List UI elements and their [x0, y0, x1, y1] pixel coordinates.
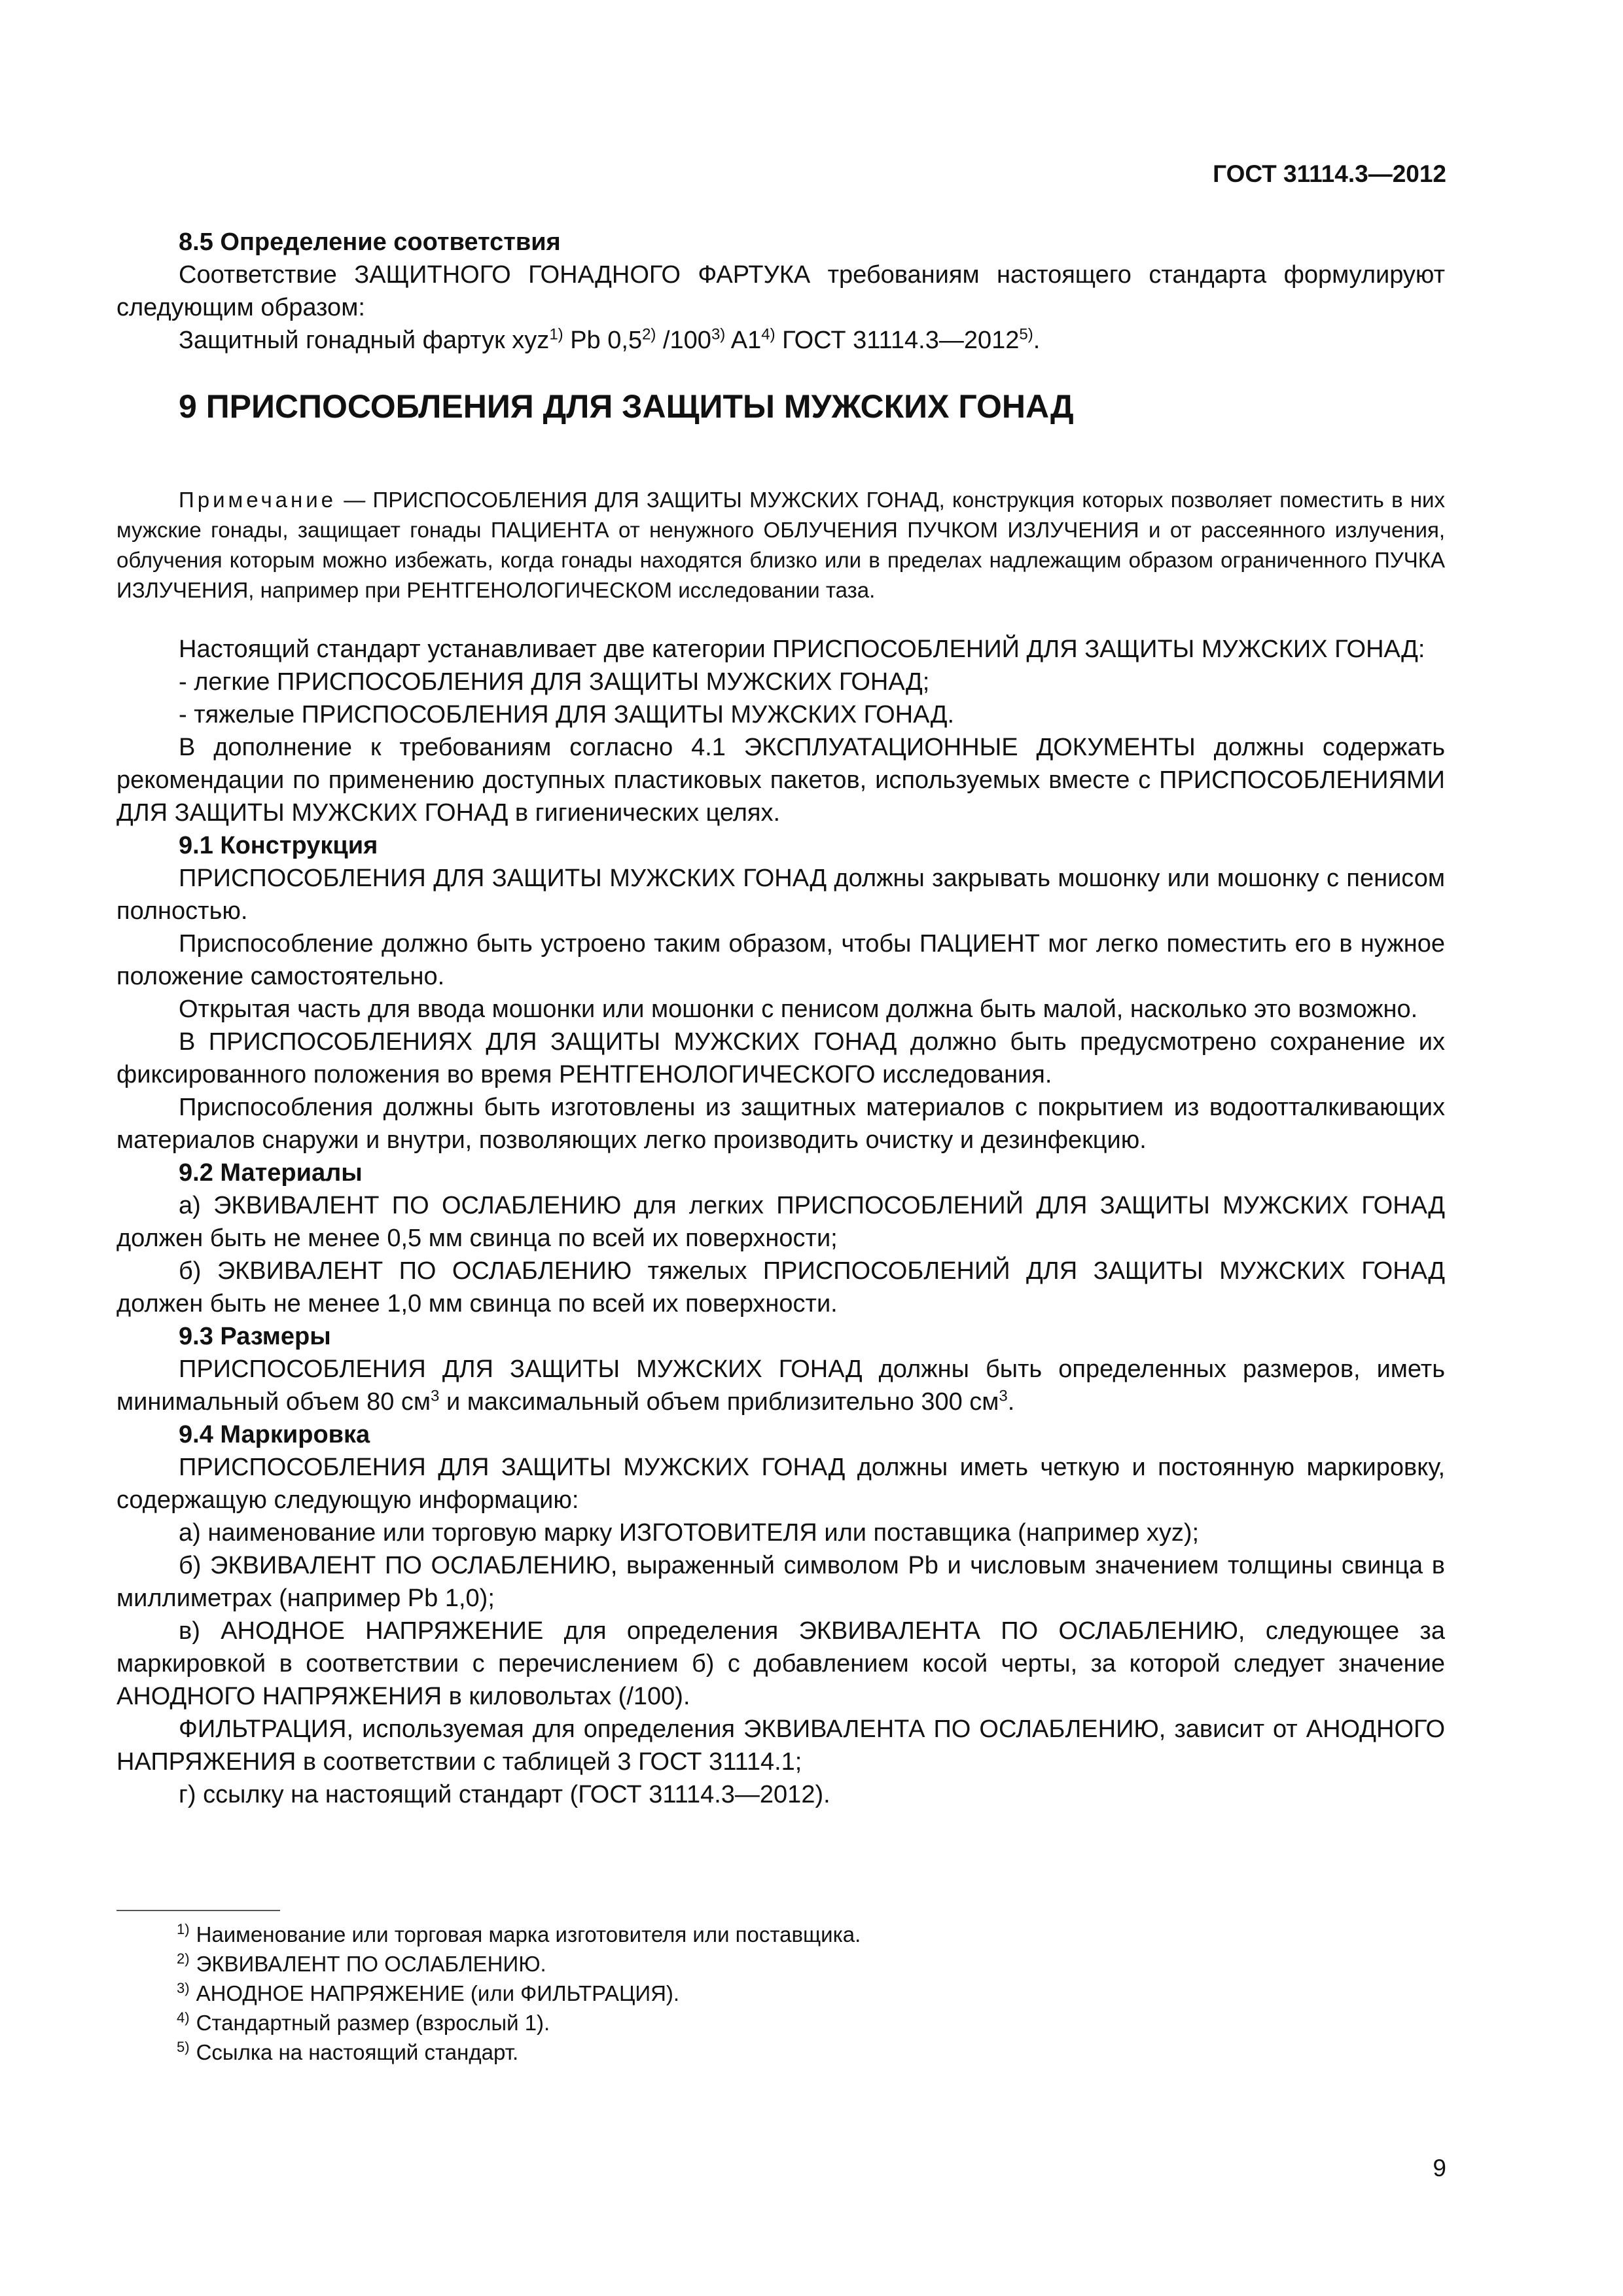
list-item: в) АНОДНОЕ НАПРЯЖЕНИЕ для определения ЭКВИВАЛЕНТА ПО ОСЛАБЛЕНИЮ, следующее за маркировкой в соответствии с перечислением б) с добавлением косой черты, за которой следует значение АНОДНОГО НАПРЯЖЕНИЯ в киловольтах (/100).	[116, 1617, 1445, 1710]
footnotes	[177, 1920, 1355, 2067]
section-9-1-title: 9.1 Конструкция	[179, 832, 378, 859]
paragraph: Приспособление должно быть устроено таким образом, чтобы ПАЦИЕНТ мог легко поместить его в нужное положение самостоятельно.	[116, 930, 1445, 990]
note-label: Примечание	[179, 488, 337, 512]
paragraph: ПРИСПОСОБЛЕНИЯ ДЛЯ ЗАЩИТЫ МУЖСКИХ ГОНАД должны быть определенных размеров, иметь минимальный объем 80 $см^3$ и максимальный объем приблизительно 300 $см^3$.	[116, 1355, 1445, 1416]
section-8-5-title: 8.5 Определение соответствия	[179, 228, 561, 256]
paragraph: В дополнение к требованиям согласно 4.1 ЭКСПЛУАТАЦИОННЫЕ ДОКУМЕНТЫ должны содержать рекомендации по применению доступных пластиковых пакетов, используемых вместе с ПРИСПОСОБЛЕНИЯМИ ДЛЯ ЗАЩИТЫ МУЖСКИХ ГОНАД в гигиенических целях.	[116, 734, 1445, 827]
list-item: б) ЭКВИВАЛЕНТ ПО ОСЛАБЛЕНИЮ, выраженный символом Pb и числовым значением толщины свинца в миллиметрах (например Pb 1,0);	[116, 1552, 1445, 1612]
list-item: г) ссылку на настоящий стандарт (ГОСТ 31114.3—2012).	[179, 1781, 830, 1808]
paragraph: Открытая часть для ввода мошонки или мошонки с пенисом должна быть малой, насколько это возможно.	[179, 996, 1418, 1023]
footnote: $^{3)}$ АНОДНОЕ НАПРЯЖЕНИЕ (или ФИЛЬТРАЦИЯ).	[177, 1980, 680, 2005]
standard-header: ГОСТ 31114.3—2012	[1213, 160, 1446, 187]
page-body	[116, 226, 1445, 1811]
section-9-2-title: 9.2 Материалы	[179, 1159, 363, 1187]
footnote: $^{2)}$ ЭКВИВАЛЕНТ ПО ОСЛАБЛЕНИЮ.	[177, 1950, 546, 1976]
footnote: $^{4)}$ Стандартный размер (взрослый 1).	[177, 2009, 550, 2035]
note-paragraph: Примечание — ПРИСПОСОБЛЕНИЯ ДЛЯ ЗАЩИТЫ МУЖСКИХ ГОНАД, конструкция которых позволяет поместить в них мужские гонады, защищает гонады ПАЦИЕНТА от ненужного ОБЛУЧЕНИЯ ПУЧКОМ ИЗЛУЧЕНИЯ и от рассеянного излучения, облучения которым можно избежать, когда гонады находятся близко или в пределах надлежащим образом ограниченного ПУЧКА ИЗЛУЧЕНИЯ, например при РЕНТГЕНОЛОГИЧЕСКОМ исследовании таза.	[116, 488, 1445, 602]
page-number: 9	[1433, 2155, 1446, 2181]
marking-formula: Защитный гонадный фартук xyz$^{1)}$ Pb 0,5$^{2)}$ /100$^{3)}$ A1$^{4)}$ ГОСТ 31114.3—2012$^{5)}$.	[179, 325, 1041, 354]
footnote: $^{5)}$ Ссылка на настоящий стандарт.	[177, 2039, 519, 2064]
list-item: а) ЭКВИВАЛЕНТ ПО ОСЛАБЛЕНИЮ для легких ПРИСПОСОБЛЕНИЙ ДЛЯ ЗАЩИТЫ МУЖСКИХ ГОНАД должен быть не менее 0,5 мм свинца по всей их поверхности;	[116, 1192, 1445, 1252]
section-9-3-title: 9.3 Размеры	[179, 1323, 331, 1350]
list-item: - тяжелые ПРИСПОСОБЛЕНИЯ ДЛЯ ЗАЩИТЫ МУЖСКИХ ГОНАД.	[179, 701, 954, 728]
paragraph: Соответствие ЗАЩИТНОГО ГОНАДНОГО ФАРТУКА требованиям настоящего стандарта формулируют следующим образом:	[116, 261, 1445, 321]
list-item: б) ЭКВИВАЛЕНТ ПО ОСЛАБЛЕНИЮ тяжелых ПРИСПОСОБЛЕНИЙ ДЛЯ ЗАЩИТЫ МУЖСКИХ ГОНАД должен быть не менее 1,0 мм свинца по всей их поверхности.	[116, 1257, 1445, 1318]
paragraph: Настоящий стандарт устанавливает две категории ПРИСПОСОБЛЕНИЙ ДЛЯ ЗАЩИТЫ МУЖСКИХ ГОНАД:	[179, 636, 1425, 663]
paragraph: Приспособления должны быть изготовлены из защитных материалов с покрытием из водоотталкивающих материалов снаружи и внутри, позволяющих легко производить очистку и дезинфекцию.	[116, 1094, 1445, 1154]
list-item: а) наименование или торговую марку ИЗГОТОВИТЕЛЯ или поставщика (например xyz);	[179, 1519, 1200, 1547]
footnote-divider	[116, 1910, 280, 1911]
paragraph: ФИЛЬТРАЦИЯ, используемая для определения ЭКВИВАЛЕНТА ПО ОСЛАБЛЕНИЮ, зависит от АНОДНОГО НАПРЯЖЕНИЯ в соответствии с таблицей 3 ГОСТ 31114.1;	[116, 1715, 1445, 1776]
footnote: $^{1)}$ Наименование или торговая марка изготовителя или поставщика.	[177, 1921, 861, 1946]
section-9-title: 9 ПРИСПОСОБЛЕНИЯ ДЛЯ ЗАЩИТЫ МУЖСКИХ ГОНАД	[179, 388, 1074, 425]
paragraph: ПРИСПОСОБЛЕНИЯ ДЛЯ ЗАЩИТЫ МУЖСКИХ ГОНАД должны иметь четкую и постоянную маркировку, содержащую следующую информацию:	[116, 1454, 1445, 1514]
list-item: - легкие ПРИСПОСОБЛЕНИЯ ДЛЯ ЗАЩИТЫ МУЖСКИХ ГОНАД;	[179, 668, 930, 696]
paragraph: ПРИСПОСОБЛЕНИЯ ДЛЯ ЗАЩИТЫ МУЖСКИХ ГОНАД должны закрывать мошонку или мошонку с пенисом полностью.	[116, 865, 1445, 925]
paragraph: В ПРИСПОСОБЛЕНИЯХ ДЛЯ ЗАЩИТЫ МУЖСКИХ ГОНАД должно быть предусмотрено сохранение их фиксированного положения во время РЕНТГЕНОЛОГИЧЕСКОГО исследования.	[116, 1028, 1445, 1088]
section-9-4-title: 9.4 Маркировка	[179, 1421, 370, 1448]
